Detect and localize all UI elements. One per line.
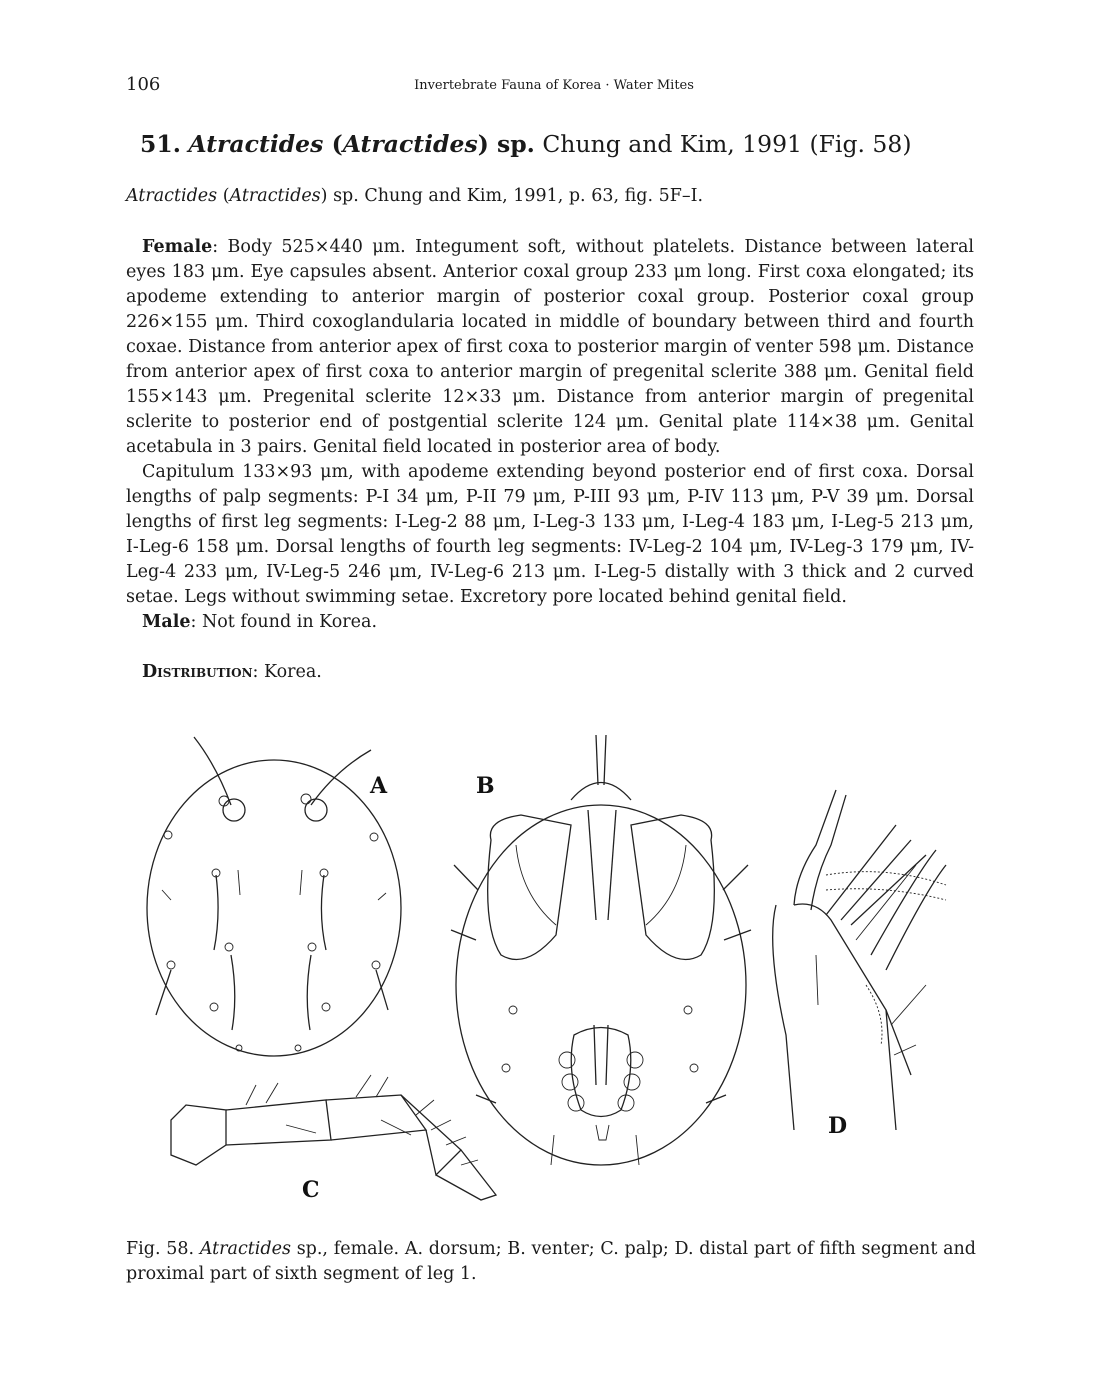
figure-label-d: D: [828, 1113, 848, 1139]
figure-caption: [126, 1237, 976, 1287]
synonym-genus: Atractides: [126, 186, 218, 206]
figure-drawing: [126, 725, 976, 1210]
venter-drawing: [451, 735, 751, 1165]
synonym-rest: sp. Chung and Kim, 1991, p. 63, fig. 5F–I.: [333, 186, 704, 206]
caption-text: sp., female. A. dorsum; B. venter; C. palp; D. distal part of fifth segment and proximal part of sixth segment of leg 1.: [126, 1239, 976, 1284]
male-label: Male: [142, 612, 191, 632]
species-subgenus: Atractides: [342, 130, 478, 158]
female-label: Female: [142, 237, 213, 257]
figure-label-b: B: [476, 773, 495, 799]
male-paragraph: [126, 610, 974, 635]
distribution-label: Distribution: [142, 662, 253, 682]
species-number: 51.: [140, 130, 181, 158]
subgenus-open: (: [331, 130, 343, 158]
page-number: 106: [126, 74, 161, 95]
distribution-paragraph: [126, 660, 974, 685]
species-title: [140, 130, 912, 158]
synonym-line: Atractides (Atractides) sp. Chung and Kim, 1991, p. 63, fig. 5F–I.: [126, 186, 704, 206]
capitulum-text: Capitulum 133×93 μm, with apodeme extending beyond posterior end of first coxa. Dorsal lengths of palp segments: P-I 34 μm, P-II 79 μm, P-III 93 μm, P-IV 113 μm, P-V 39 μm. Dorsal lengths of first leg segments: I-Leg-2 88 μm, I-Leg-3 133 μm, I-Leg-4 183 μm, I-Leg-5 213 μm, I-Leg-6 158 μm. Dorsal lengths of fourth leg segments: IV-Leg-2 104 μm, IV-Leg-3 179 μm, IV-Leg-4 233 μm, IV-Leg-5 246 μm, IV-Leg-6 213 μm. I-Leg-5 distally with 3 thick and 2 curved setae. Legs without swimming setae. Excretory pore located behind genital field.: [126, 462, 974, 607]
female-paragraph: [126, 235, 974, 460]
male-text: : Not found in Korea.: [190, 612, 378, 632]
species-epithet: sp.: [497, 130, 535, 158]
female-text: : Body 525×440 μm. Integument soft, without platelets. Distance between lateral eyes 183 μm. Eye capsules absent. Anterior coxal group 233 μm long. First coxa elongated; its apodeme extending to anterior margin of posterior coxal group. Posterior coxal group 226×155 μm. Third coxoglandularia located in middle of boundary between third and fourth coxae. Distance from anterior apex of first coxa to posterior margin of venter 598 μm. Distance from anterior apex of first coxa to anterior margin of pregenital sclerite 388 μm. Genital field 155×143 μm. Pregenital sclerite 12×33 μm. Distance from anterior margin of pregenital sclerite to posterior end of postgential sclerite 124 μm. Genital plate 114×38 μm. Genital acetabula in 3 pairs. Genital field located in posterior area of body.: [126, 237, 974, 457]
distribution-text: : Korea.: [252, 662, 322, 682]
leg-segment-drawing: [773, 790, 946, 1130]
subgenus-close: ): [477, 130, 489, 158]
caption-genus: Atractides: [199, 1239, 291, 1259]
figure-label-c: C: [302, 1177, 320, 1203]
species-genus: Atractides: [188, 130, 324, 158]
figure-label-a: A: [370, 773, 388, 799]
caption-prefix: Fig. 58.: [126, 1239, 200, 1259]
palp-drawing: [171, 1075, 496, 1200]
dorsum-drawing: [147, 737, 401, 1056]
species-authority: Chung and Kim, 1991 (Fig. 58): [542, 130, 912, 158]
figure-58: [126, 725, 976, 1210]
running-head: Invertebrate Fauna of Korea · Water Mites: [414, 78, 694, 93]
capitulum-paragraph: [126, 460, 974, 610]
synonym-subgenus: Atractides: [229, 186, 321, 206]
